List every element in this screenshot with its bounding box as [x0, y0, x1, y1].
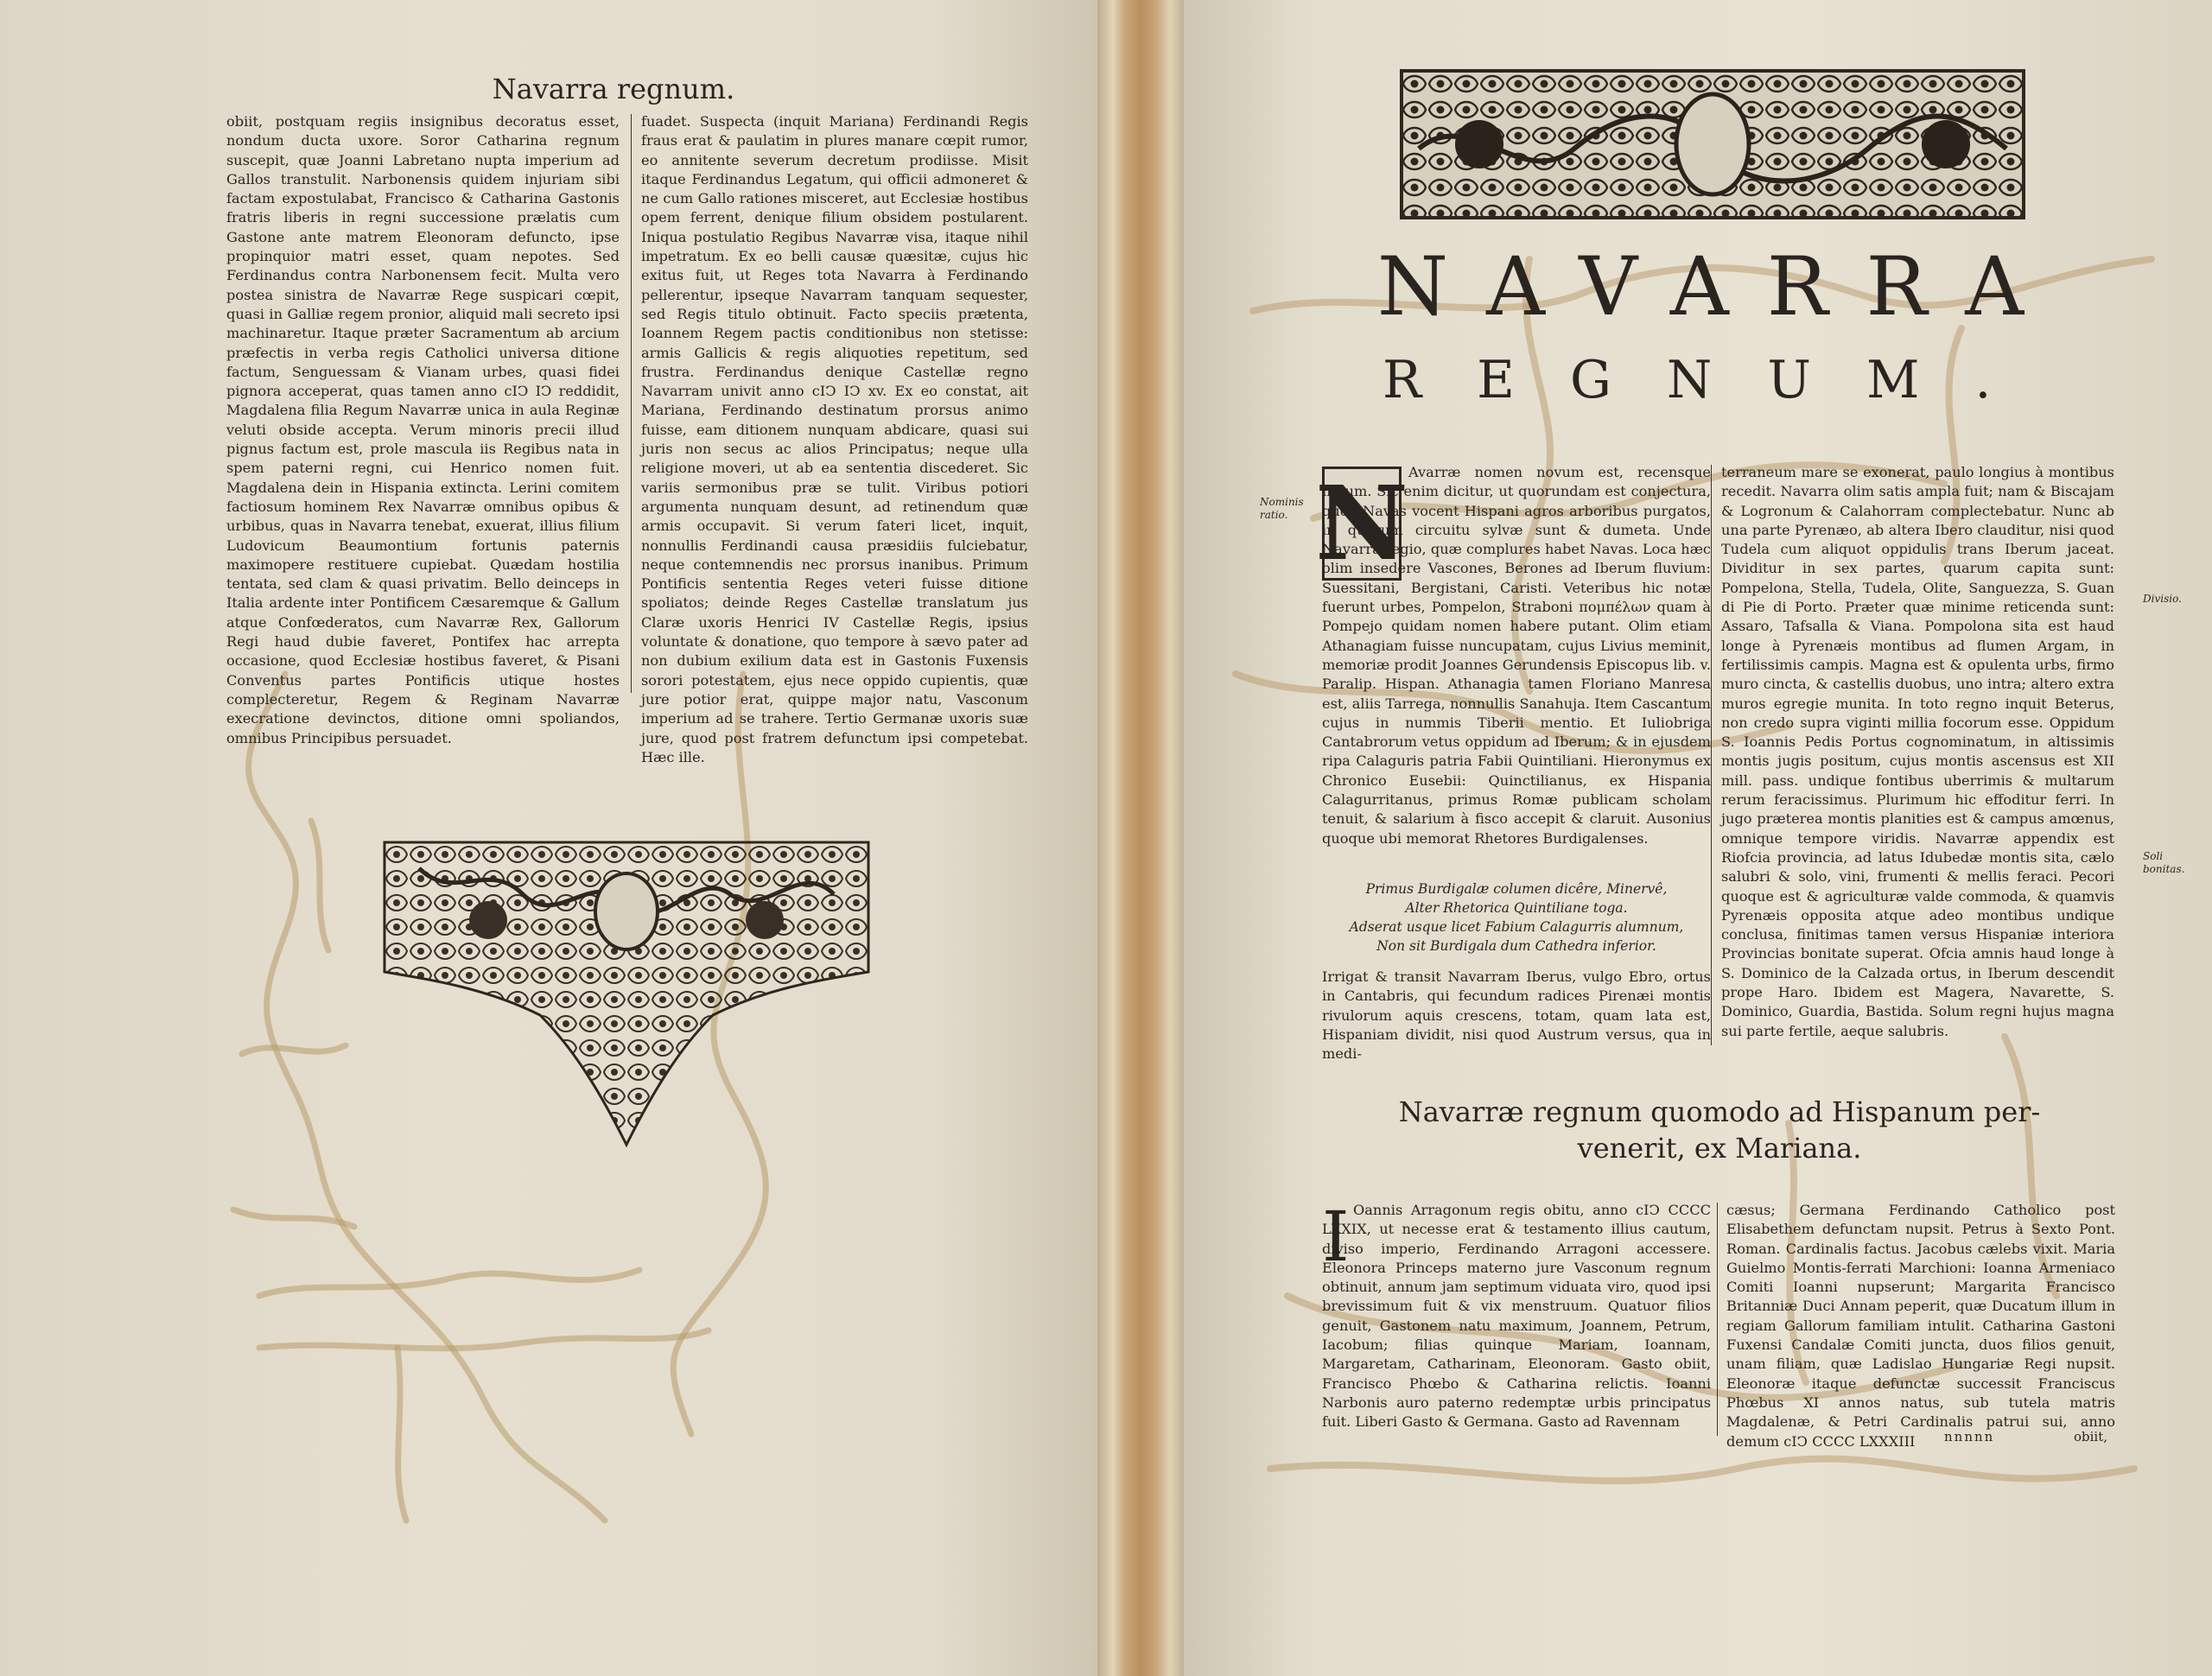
book-gutter — [1097, 0, 1184, 1676]
headpiece-ornament — [1402, 71, 2024, 218]
margin-note-division: Divisio. — [2143, 593, 2182, 605]
signature-mark: nnnnn — [1944, 1429, 1995, 1444]
margin-note-soil: Soli bonitas. — [2143, 850, 2185, 875]
right-page — [1184, 0, 2212, 1676]
verse-line: Alter Rhetorica Quintiliane toga. — [1405, 900, 1628, 916]
verse-line: Primus Burdigalæ columen dicêre, Minervê, — [1365, 881, 1668, 897]
running-title: Navarra regnum. — [492, 73, 735, 105]
map-subtitle: REGNUM. — [1382, 350, 2047, 410]
tailpiece-ornament — [385, 842, 868, 1153]
right-column-1-tail: Irrigat & transit Navarram Iberus, vulgo Ebro, ortus in Cantabris, qui fecundum radices Pirenæi montis rivulorum aquis crescens, totam, quam lata est, Hispaniam dividit, nisi quod Austrum versus, qua in medi- — [1322, 968, 1711, 1063]
drop-cap-i: I — [1322, 1197, 1350, 1277]
left-page — [0, 0, 1097, 1676]
verse-line: Adserat usque licet Fabium Calagurris alumnum, — [1349, 919, 1684, 935]
column-rule — [1711, 465, 1712, 1045]
left-column-2: fuadet. Suspecta (inquit Mariana) Ferdinandi Regis fraus erat & paulatim in plures manare cœpit rumor, eo annitente severum decretum prodiisse. Misit itaque Ferdinandus Legatum, qui officii admoneret & ne cum Gallo rationes misceret, aut Ecclesiæ hostibus opem ferrent, denique filium obsidem postularent. Iniqua postulatio Regibus Navarræ visa, itaque nihil impetratum. Ex eo belli causæ quæsitæ, cujus hic exitus fuit, ut Reges tota Navarra à Ferdinando pellerentur, ipseque Navarram tanquam sequester, sed Regis titulo obtinuit. Facto speciis prætenta, Ioannem Regem pactis conditionibus non stetisse: armis Gallicis & regis aliquoties repetitum, sed frustra. Ferdinandus denique Castellæ regno Navarram univit anno cIↃ IↃ xv. Ex eo constat, ait Mariana, Ferdinando destinatum prorsus animo fuisse, eam ditionem nunquam abdicare, quasi sui juris non secus ac alios Principatus; neque ulla religione moveri, ut ab ea sententia discederet. Sic variis sermonibus præ se tulit. Viribus potiori argumenta nunquam desunt, ad retinendum quæ armis occupavit. Si verum fateri licet, inquit, nonnullis Ferdinandi causa præsidiis fulciebatur, neque contemnendis nec prorsus inanibus. Primum Pontificis sententia Reges veteri fuisse ditione spoliatos; deinde Reges Castellæ translatum jus Claræ uxoris Henrici IV Castellæ Regis, ipsius voluntate & donatione, quo tempore à sævo pater ad non dubium exilium data est in Gastonis Fuxensis sorori potestatem, ejus nece oppido cupientis, quæ jure potior erat, quippe major natu, Vasconum imperium ad se trahere. Tertio Germanæ uxoris suæ jure, quod post fratrem defunctum ipsi competebat. Hæc ille. — [641, 113, 1028, 765]
column-rule — [1717, 1203, 1718, 1436]
section-title-line-1: Navarræ regnum quomodo ad Hispanum per- — [1398, 1095, 2041, 1128]
right-column-2: terraneum mare se exonerat, paulo longius à montibus recedit. Navarra olim satis ampla fuit; nam & Biscajam & Logronum & Calahorram complectebatur. Nunc ab una parte Pyrenæo, ab altera Ibero clauditur, nisi quod Tudela cum aliquot oppidulis trans Iberum jaceat. Dividitur in sex partes, quarum capita sunt: Pompelona, Stella, Tudela, Olite, Sanguezza, S. Guan di Pie di Porto. Præter quæ minime reticenda sunt: Assaro, Tafsalla & Viana. Pompolona sita est haud longe à Pyrenæis montibus ad flumen Argam, in fertilissimis campis. Magna est & opulenta urbs, firmo muro cincta, & castellis duobus, uno intra; altero extra muros egregie munita. In toto regno inquit Beterus, non credo supra viginti millia focorum esse. Oppidum S. Ioannis Pedis Portus cognominatum, in altissimis montis jugis positum, cujus montis ascensus est XII mill. pass. undique fontibus uberrimis & multarum rerum feracissimus. Plurimum hic effoditur ferri. In jugo præterea montis planities est & campus amœnus, omnique tempore viridis. Navarræ appendix est Riofcia provincia, ad latus Idubedæ montis sita, cælo salubri & solo, vini, frumenti & mellis feraci. Pecori quoque est & agriculturæ valde commoda, & quamvis Pyrenæis opposita atque adeo montibus undique conclusa, finitimas tamen versus Hispaniæ interiora Provincias bonitate superat. Ofcia amnis haud longe à S. Dominico de la Calzada ortus, in Iberum descendit prope Haro. Ibidem est Magera, Navarette, S. Dominico, Guardia, Bastida. Solum regni hujus magna sui parte fertile, aeque salubris. — [1721, 464, 2114, 1039]
section-title-line-2: venerit, ex Mariana. — [1577, 1132, 1862, 1165]
column-rule — [631, 114, 632, 693]
section-column-2: cæsus; Germana Ferdinando Catholico post Elisabethem defunctam nupsit. Petrus à Sexto Pont. Roman. Cardinalis factus. Jacobus cælebs vixit. Maria Guielmo Montis-ferrati Marchioni: Ioanna Armeniaco Comiti Ioanni nupserunt; Margarita Francisco Britanniæ Duci Annam peperit, quæ Ducatum illum in regiam Gallorum familiam intulit. Catharina Gastoni Fuxensi Candalæ Comiti juncta, duos filios genuit, unam filiam, quæ Ladislao Hungariæ Regi nupsit. Eleonoræ itaque defunctæ successit Franciscus Phœbus XI annos natus, sub tutela matris Magdalenæ, & Petri Cardinalis patrui sui, anno demum cIↃ CCCC LXXXIII — [1726, 1202, 2115, 1450]
left-column-1: obiit, postquam regiis insignibus decoratus esset, nondum ducta uxore. Soror Catharina regnum suscepit, quæ Joanni Labretano nupta imperium ad Gallos transtulit. Narbonensis quidem injuriam sibi factam expostulabat, Francisco & Catharina Gastonis fratris liberis in regni successione prælatis cum Gastone ante matrem Eleonoram defuncto, ipse propinquior matri esset, quam nepotes. Sed Ferdinandus contra Narbonensem fecit. Multa vero postea sinistra de Navarræ Rege suspicari cœpit, quasi in Galliæ regem pronior, aliquid mali secreto ipsi machinaretur. Itaque præter Sacramentum ab arcium præfectis in verba regis Catholici universa ditione factum, Senguessam & Vianam urbes, quasi fidei pignora acceperat, quas tamen anno cIↃ IↃ reddidit, Magdalena filia Regum Navarræ unica in aula Reginæ veluti obside accepta. Verum minoris precii illud pignus factum est, prole mascula iis Regibus nata in spem paterni regni, cui Henrico nomen fuit. Magdalena dein in Hispania extincta. Lerini comitem factiosum hominem Rex Navarræ omnibus opibus & urbibus, quas in Navarra tenebat, exuerat, illius filium Ludovicum Beaumontium fortunis paternis maximopere restituere cupiebat. Quædam hostilia tentata, sed clam & quasi privatim. Bello deinceps in Italia ardente inter Pontificem Cæsaremque & Gallum atque Confœderatos, cum Navarræ Rex, Gallorum Regi haud dubie faveret, Pontifex hac arrepta occasione, quod Ecclesiæ hostibus faveret, & Pisani Conventus partes Pontificis utique hostes complecteretur, Regem & Reginam Navarræ execratione devinctos, ditione omni spoliandos, omnibus Principibus persuadet. — [226, 113, 620, 746]
section-column-1: Oannis Arragonum regis obitu, anno cIↃ CCCC LXXIX, ut necesse erat & testamento illius cautum, diviso imperio, Ferdinando Arragoni accessere. Eleonora Princeps materno jure Vasconum regnum obtinuit, annum jam septimum viduata viro, quod ipsi brevissimum fuit & vix menstruum. Quatuor filios genuit, Gastonem natu maximum, Joannem, Petrum, Iacobum; filias quinque Mariam, Ioannam, Margaretam, Catharinam, Eleonoram. Gasto obiit, Francisco Phœbo & Catharina relictis. Ioanni Narbonis auro paterno redemptæ urbis principatus fuit. Liberi Gasto & Germana. Gasto ad Ravennam — [1322, 1202, 1711, 1431]
catchword: obiit, — [2074, 1429, 2108, 1444]
map-title: NAVARRA — [1376, 240, 2063, 334]
poem-verse — [1335, 879, 1698, 955]
drop-cap-n: N — [1315, 463, 1408, 583]
right-column-1-intro: Avarræ nomen novum est, recensque natum. Sic enim dicitur, ut quorundam est conjectura, quod Navas vocent Hispani agros arboribus purgatos, in quorum circuitu sylvæ sunt & dumeta. Unde Navarra regio, quæ complures habet Navas. Loca hæc olim insedere Vascones, Berones ad Iberum fluvium: Suessitani, Bergistani, Caristi. Veteribus hic notæ fuerunt urbes, Pompelon, Straboni πομπέλων quam à Pompejo quidam nomen habere putant. Olim etiam Athanagiam fuisse nuncupatam, cujus Livius meminit, memoriæ prodit Joannes Gerundensis Episcopus lib. v. Paralip. Hispan. Athanagia tamen Floriano Manresa est, aliis Tarrega, nonnullis Sanahuja. Item Cascantum cujus in nummis Tiberii mentio. Et Iuliobriga Cantabrorum vetus oppidum ad Iberum; & in ejusdem ripa Calaguris patria Fabii Quintiliani. Hieronymus ex Chronico Eusebii: Quinctilianus, ex Hispania Calagurritanus, primus Romæ publicam scholam tenuit, & salarium à fisco accepit & claruit. Ausonius quoque ubi memorat Rhetores Burdigalenses. — [1322, 464, 1711, 847]
margin-note-name: Nominis ratio. — [1260, 496, 1304, 521]
verse-line: Non sit Burdigala dum Cathedra inferior. — [1376, 938, 1656, 954]
